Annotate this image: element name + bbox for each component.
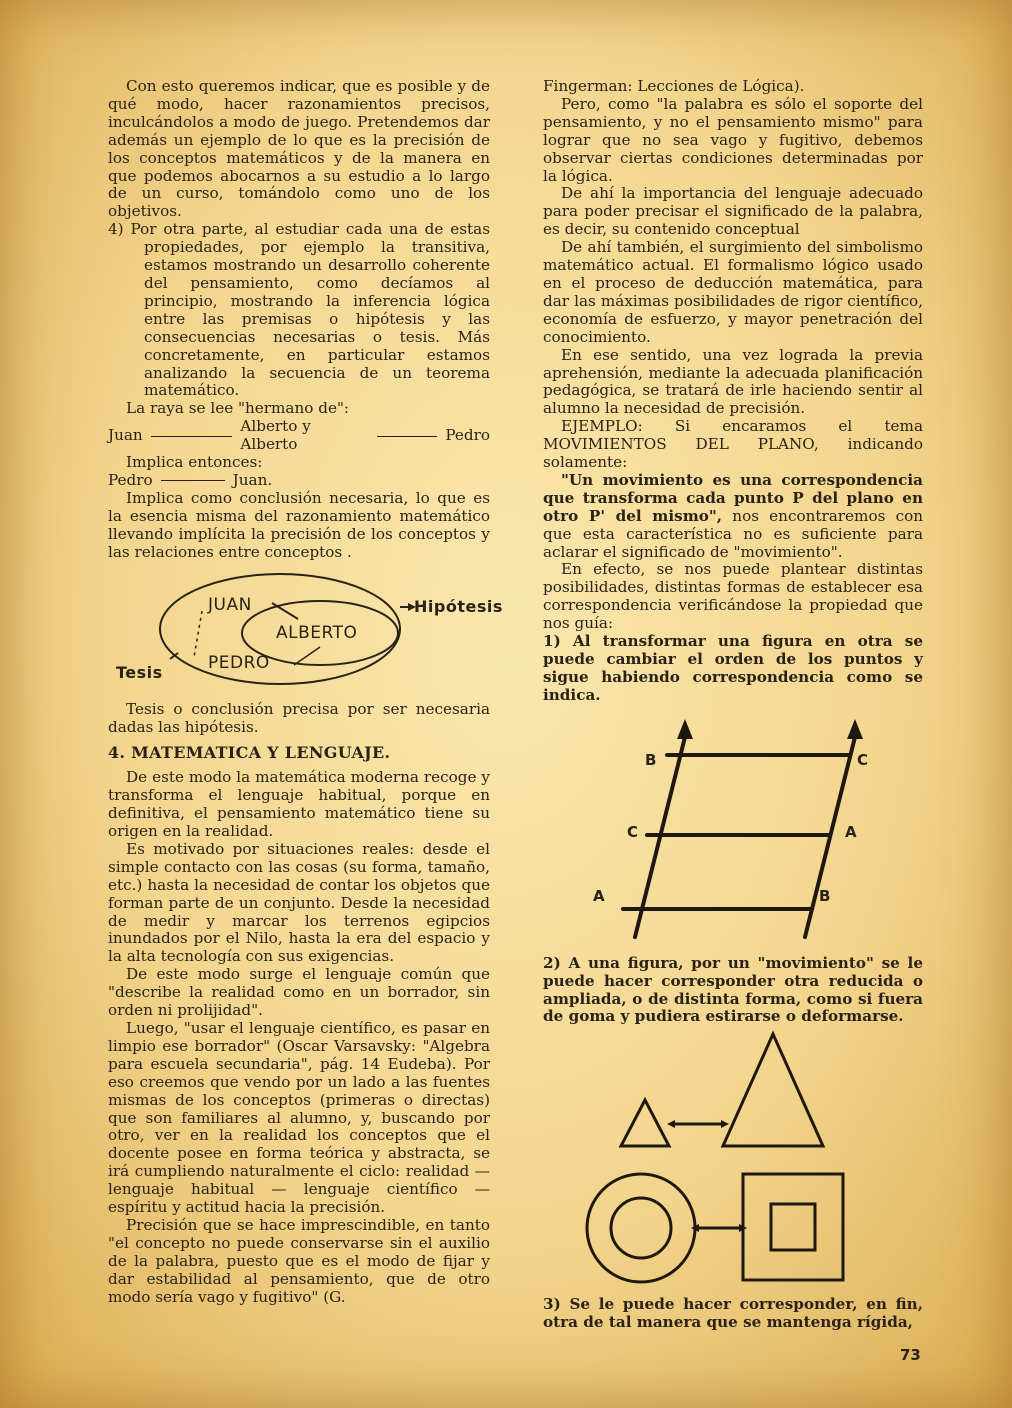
hypothesis-diagram bbox=[102, 567, 502, 697]
paragraph: Implica entonces: bbox=[126, 453, 263, 472]
paragraph: De este modo la matemática moderna recoge y transforma el lenguaje habitual, porque en definitiva, el pensamiento matemático tiene su origen en la realidad. bbox=[108, 768, 490, 840]
paragraph: Pero, como "la palabra es sólo el soporte del pensamiento, y no el pensamiento mismo" para lograr que no sea vago y fugitivo, debemos observar ciertas condiciones determinadas por la lógica. bbox=[543, 94, 923, 185]
relation-dash bbox=[377, 436, 437, 437]
point-label: A bbox=[845, 822, 857, 841]
point-label: A bbox=[593, 886, 605, 905]
diagram-label-tesis: Tesis bbox=[116, 663, 163, 683]
paragraph: Implica como conclusión necesaria, lo que es la esencia misma del razonamiento matemático llevando implícita la precisión de los conceptos y las relaciones entre conceptos . bbox=[108, 488, 490, 561]
paragraph: De este modo surge el lenguaje común que "describe la realidad como en un borrador, sin orden ni prolijidad". bbox=[108, 965, 490, 1020]
right-column bbox=[543, 78, 923, 1332]
diagram-label-alberto: ALBERTO bbox=[276, 623, 358, 644]
relation-dash bbox=[151, 436, 233, 437]
paragraph bbox=[543, 472, 923, 562]
relation-term: Juan. bbox=[232, 470, 273, 489]
paragraph: Luego, "usar el lenguaje científico, es pasar en limpio ese borrador" (Oscar Varsavsky: "Algebra para escuela secundaria", pág. 14 Eudeba). Por eso creemos que vendo por un lado a las fuentes mismas de los conceptos (primeras o directas) que son familiares al alumno, y, buscando por otro, ver en la realidad los conceptos que el docente posee en forma teórica y abstracta, se irá cumpliendo naturalmente el ciclo: realidad — lenguaje habitual — lenguaje científico — espíritu y actitud hacia la precisión. bbox=[108, 1018, 490, 1217]
paragraph: Tesis o conclusión precisa por ser necesaria dadas las hipótesis. bbox=[108, 700, 490, 737]
relation-line-1 bbox=[108, 418, 490, 454]
point-label: C bbox=[627, 822, 639, 841]
diagram-label-juan: JUAN bbox=[208, 595, 252, 616]
paragraph: Precisión que se hace imprescindible, en tanto "el concepto no puede conservarse sin el auxilio de la palabra, puesto que es el modo de fijar y dar estabilidad al pensamiento, que de otro modo sería vago y fugitivo" (G. bbox=[108, 1215, 490, 1306]
relation-term: Pedro bbox=[108, 470, 153, 489]
relation-line-2 bbox=[108, 472, 490, 490]
paragraph: En efecto, se nos puede plantear distintas posibilidades, distintas formas de establecer esa correspondencia verificándose la propiedad que nos guía: bbox=[543, 560, 923, 633]
shapes-lines bbox=[543, 1030, 923, 1292]
paragraph: Es motivado por situaciones reales: desde el simple contacto con las cosas (su forma, tamaño, etc.) hasta la necesidad de contar los objetos que forman parte de un conjunto. Desde la necesidad de medir y marcar los terrenos egipcios inundados por el Nilo, hasta la era del espacio y la alta tecnología con sus exigencias. bbox=[108, 839, 490, 966]
paragraph: Fingerman: Lecciones de Lógica). bbox=[543, 77, 805, 95]
parallelogram-figure bbox=[543, 709, 923, 951]
paragraph: La raya se lee "hermano de": bbox=[126, 399, 350, 418]
relation-dash bbox=[161, 480, 225, 481]
paragraph: 1) Al transformar una figura en otra se puede cambiar el orden de los puntos y sigue habiendo correspondencia como se indica. bbox=[543, 632, 923, 704]
point-label: B bbox=[819, 886, 831, 905]
relation-term: Alberto y Alberto bbox=[240, 417, 311, 454]
definition-bold: "Un movimiento es una correspondencia que transforma cada punto P del plano en otro P' del mismo", bbox=[543, 470, 923, 525]
left-column bbox=[108, 77, 503, 1306]
paragraph: De ahí también, el surgimiento del simbolismo matemático actual. El formalismo lógico usado en el proceso de deducción matemática, para dar las máximas posibilidades de rigor científico, economía de esfuerzo, y mayor penetración del conocimiento. bbox=[543, 238, 923, 346]
diagram-label-hipotesis: Hipótesis bbox=[414, 597, 503, 617]
section-heading: 4. MATEMATICA Y LENGUAJE. bbox=[108, 743, 391, 763]
paragraph: 4) Por otra parte, al estudiar cada una de estas propiedades, por ejemplo la transitiva, estamos mostrando un desarrollo coherente del pensamiento, como decíamos al principio, mostrando la inferencia lógica entre las premisas o hipótesis y las consecuencias necesarias o tesis. Más concretamente, en particular estamos analizando la secuencia de un teorema matemático. bbox=[108, 220, 490, 400]
paragraph: De ahí la importancia del lenguaje adecuado para poder precisar el significado de la palabra, es decir, su contenido conceptual bbox=[543, 184, 923, 239]
relation-term: Pedro bbox=[445, 426, 490, 445]
shapes-figure bbox=[543, 1030, 923, 1292]
paragraph: EJEMPLO: Si encaramos el tema MOVIMIENTOS DEL PLANO, indicando solamente: bbox=[543, 417, 923, 472]
paragraph: 2) A una figura, por un "movimiento" se le puede hacer corresponder otra reducida o ampliada, o de distinta forma, como si fuera de goma y pudiera estirarse o deformarse. bbox=[543, 953, 923, 1026]
paragraph: Con esto queremos indicar, que es posible y de qué modo, hacer razonamientos precisos, inculcándolos a modo de juego. Pretendemos dar además un ejemplo de lo que es la precisión de los conceptos matemáticos y de la manera en que podemos abocarnos a su estudio a lo largo de un curso, tomándolo como uno de los objetivos. bbox=[108, 77, 490, 221]
relation-term: Juan bbox=[108, 426, 143, 445]
point-label: B bbox=[645, 750, 657, 769]
paragraph: En ese sentido, una vez lograda la previa aprehensión, mediante la adecuada planificación pedagógica, se tratará de irle haciendo sentir al alumno la necesidad de precisión. bbox=[543, 345, 923, 418]
page-number: 73 bbox=[900, 1346, 921, 1364]
paragraph: 3) Se le puede hacer corresponder, en fin, otra de tal manera que se mantenga rígida, bbox=[543, 1295, 923, 1332]
parallelogram-lines bbox=[543, 709, 923, 951]
point-label: C bbox=[857, 750, 869, 769]
diagram-label-pedro: PEDRO bbox=[208, 653, 270, 674]
definition-rest: nos encontraremos con que esta característica no es suficiente para aclarar el significado de "movimiento". bbox=[543, 506, 923, 561]
